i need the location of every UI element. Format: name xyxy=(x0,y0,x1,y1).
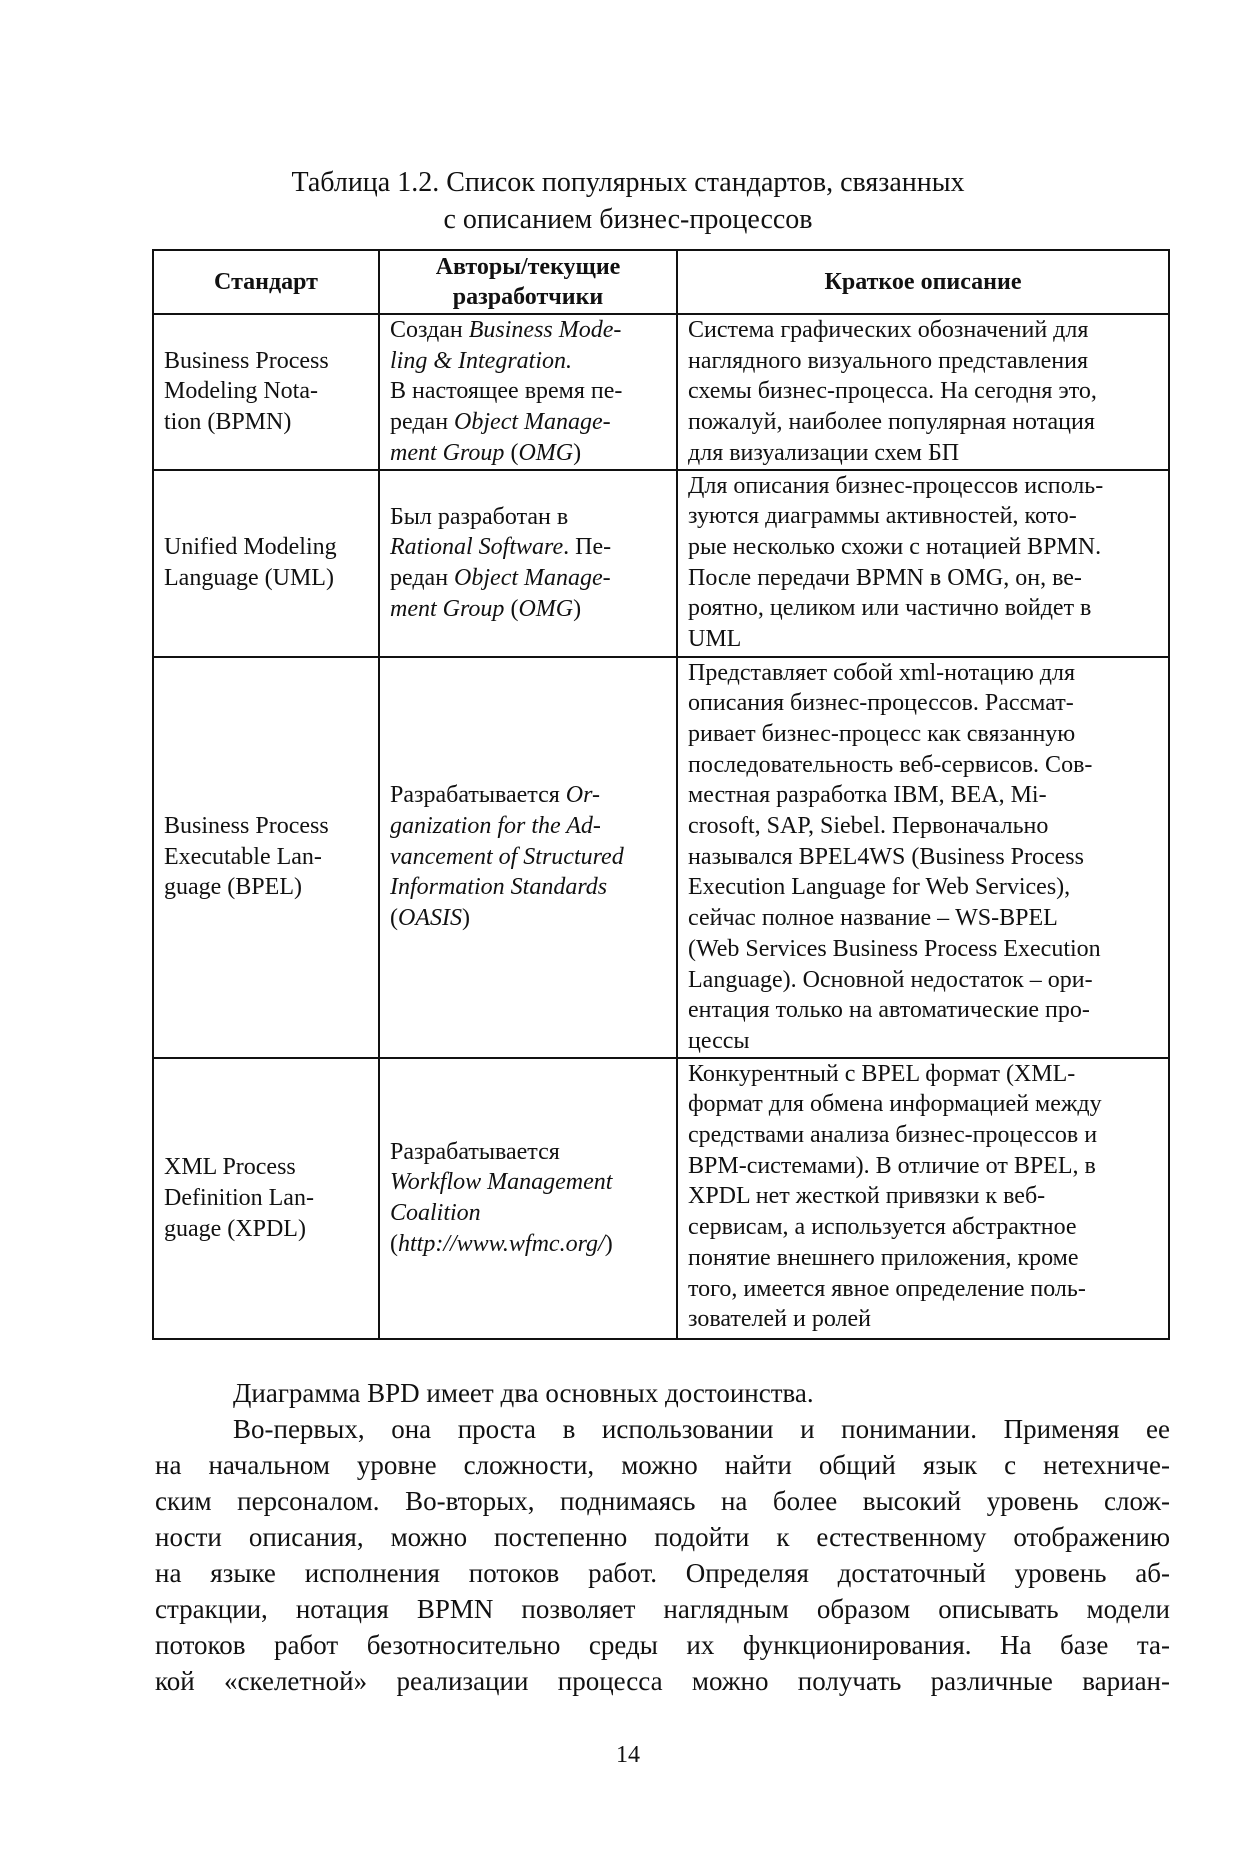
cell-text-line xyxy=(164,532,368,563)
cell-text-line xyxy=(390,1167,666,1198)
text: crosoft, SAP, Siebel. Первоначально xyxy=(688,813,1049,840)
cell-text-line xyxy=(688,1181,1158,1212)
cell-text-line xyxy=(164,811,368,842)
text: guage (BPEL) xyxy=(164,874,302,901)
italic-text: OASIS xyxy=(398,905,462,932)
page-number: 14 xyxy=(616,1742,640,1768)
cell-text-line xyxy=(688,407,1158,438)
text: роятно, целиком или частично войдет в xyxy=(688,595,1092,622)
paragraph-line: ности описания, можно постепенно подойти к естественному отображению xyxy=(155,1522,1170,1552)
text: назывался BPEL4WS (Business Process xyxy=(688,843,1084,870)
text: BPM-системами). В отличие от BPEL, в xyxy=(688,1152,1096,1179)
cell-text-line xyxy=(688,532,1158,563)
text: Создан xyxy=(390,317,469,343)
cell-text-line xyxy=(688,315,1158,346)
header-authors xyxy=(379,250,677,314)
cell-text-line xyxy=(688,750,1158,781)
table-row xyxy=(153,470,1169,657)
cell-text-line xyxy=(390,594,666,625)
text: наглядного визуального представления xyxy=(688,347,1088,374)
cell-text-line xyxy=(688,1151,1158,1182)
text: UML xyxy=(688,626,742,653)
text: ) xyxy=(461,905,470,932)
cell-description xyxy=(677,314,1169,470)
text: Modeling Nota- xyxy=(164,378,318,405)
cell-text-line xyxy=(688,376,1158,407)
cell-text-line xyxy=(688,1274,1158,1305)
text: Был разработан в xyxy=(390,503,569,530)
table-caption-line-2: с описанием бизнес-процессов xyxy=(443,204,813,235)
text: tion (BPMN) xyxy=(164,409,292,436)
italic-text: Business Mode- xyxy=(468,317,622,343)
text: ( xyxy=(504,595,519,622)
cell-standard xyxy=(153,1058,379,1339)
italic-text: Object Manage- xyxy=(454,565,611,592)
paragraph-line: потоков работ безотносительно среды их функционирования. На базе та- xyxy=(155,1630,1170,1660)
text: цессы xyxy=(688,1027,750,1054)
italic-text: Coalition xyxy=(390,1200,481,1227)
table-header-row xyxy=(153,250,1169,314)
standards-table xyxy=(152,249,1170,1340)
text: понятие внешнего приложения, кроме xyxy=(688,1244,1079,1271)
cell-text-line xyxy=(164,872,368,903)
cell-text-line xyxy=(688,501,1158,532)
cell-text-line xyxy=(688,934,1158,965)
text: Система графических обозначений для xyxy=(688,317,1089,343)
cell-text-line xyxy=(164,842,368,873)
text: Unified Modeling xyxy=(164,534,337,561)
italic-text: vancement of Structured xyxy=(390,843,624,870)
cell-text-line xyxy=(688,688,1158,719)
italic-text: Rational Software xyxy=(390,534,564,561)
cell-text-line xyxy=(390,438,666,469)
cell-text-line xyxy=(390,346,666,377)
italic-text: http://www.wfmc.org/ xyxy=(398,1230,605,1257)
text: рые несколько схожи с нотацией BPMN. xyxy=(688,533,1102,560)
italic-text: Information Standards xyxy=(390,874,608,901)
cell-authors xyxy=(379,657,677,1058)
cell-text-line xyxy=(688,1026,1158,1057)
text: зователей и ролей xyxy=(688,1306,871,1333)
cell-text-line xyxy=(688,1212,1158,1243)
text: местная разработка IBM, BEA, Mi- xyxy=(688,782,1047,809)
cell-text-line xyxy=(390,1229,666,1260)
italic-text: ling & Integration. xyxy=(390,347,572,374)
text: XPDL нет жесткой привязки к веб- xyxy=(688,1183,1046,1210)
cell-text-line xyxy=(390,563,666,594)
paragraph-line: кой «скелетной» реализации процесса можно получать различные вариан- xyxy=(155,1666,1170,1696)
cell-text-line xyxy=(688,624,1158,655)
cell-text-line xyxy=(164,346,368,377)
text: последовательность веб-сервисов. Сов- xyxy=(688,751,1093,778)
cell-text-line xyxy=(688,965,1158,996)
paragraph-line: стракции, нотация BPMN позволяет наглядным образом описывать модели xyxy=(155,1594,1170,1624)
text: того, имеется явное определение поль- xyxy=(688,1275,1086,1302)
text: редан xyxy=(390,409,455,436)
text: пожалуй, наиболее популярная нотация xyxy=(688,409,1095,436)
header-standard xyxy=(153,250,379,314)
cell-authors xyxy=(379,1058,677,1339)
cell-text-line xyxy=(390,1137,666,1168)
text: ( xyxy=(504,439,519,466)
table-row xyxy=(153,1058,1169,1339)
cell-standard xyxy=(153,657,379,1058)
text: Разрабатывается xyxy=(390,782,566,809)
text: сервисам, а используется абстрактное xyxy=(688,1214,1077,1241)
cell-text-line xyxy=(688,1243,1158,1274)
text: Language). Основной недостаток – ори- xyxy=(688,966,1093,993)
cell-text-line xyxy=(688,780,1158,811)
cell-text-line xyxy=(390,1198,666,1229)
cell-authors xyxy=(379,470,677,657)
header-text-line: разработчики xyxy=(452,284,604,310)
text: редан xyxy=(390,565,455,592)
cell-text-line xyxy=(688,1089,1158,1120)
text: Конкурентный с BPEL формат (XML- xyxy=(688,1060,1076,1087)
text: В настоящее время пе- xyxy=(390,378,623,405)
cell-text-line xyxy=(688,1120,1158,1151)
italic-text: Object Manage- xyxy=(454,409,611,436)
text: Business Process xyxy=(164,347,329,374)
cell-text-line xyxy=(688,872,1158,903)
italic-text: Or- xyxy=(565,782,600,809)
cell-standard xyxy=(153,314,379,470)
table-row xyxy=(153,657,1169,1058)
cell-text-line xyxy=(688,811,1158,842)
text: guage (XPDL) xyxy=(164,1215,306,1242)
text: . Пе- xyxy=(563,534,612,561)
paragraph-line: Во-первых, она проста в использовании и понимании. Применяя ее xyxy=(233,1414,1170,1444)
text: ( xyxy=(390,905,398,932)
header-text-line: Стандарт xyxy=(214,269,318,295)
body-text xyxy=(155,1375,1170,1699)
text: Business Process xyxy=(164,813,329,840)
cell-text-line xyxy=(390,780,666,811)
cell-text-line xyxy=(688,995,1158,1026)
cell-text-line xyxy=(688,438,1158,469)
table-caption-line-1: Таблица 1.2. Список популярных стандартов, связанных xyxy=(291,167,965,198)
text: ) xyxy=(604,1230,613,1257)
cell-text-line xyxy=(390,811,666,842)
text: ентация только на автоматические про- xyxy=(688,997,1090,1024)
cell-text-line xyxy=(390,532,666,563)
italic-text: Workflow Management xyxy=(390,1169,613,1196)
text: Definition Lan- xyxy=(164,1184,314,1211)
paragraph-line: на начальном уровне сложности, можно найти общий язык с нетехниче- xyxy=(155,1450,1170,1480)
cell-description xyxy=(677,1058,1169,1339)
text: Execution Language for Web Services), xyxy=(688,874,1071,901)
text: сейчас полное название – WS-BPEL xyxy=(688,905,1058,932)
cell-text-line xyxy=(688,593,1158,624)
cell-text-line xyxy=(164,1183,368,1214)
text: Для описания бизнес-процессов исполь- xyxy=(688,472,1104,499)
cell-text-line xyxy=(390,903,666,934)
text: средствами анализа бизнес-процессов и xyxy=(688,1122,1098,1149)
italic-text: OMG xyxy=(518,439,574,466)
text: схемы бизнес-процесса. На сегодня это, xyxy=(688,378,1097,405)
header-description xyxy=(677,250,1169,314)
cell-text-line xyxy=(688,719,1158,750)
cell-description xyxy=(677,470,1169,657)
cell-text-line xyxy=(688,1059,1158,1090)
cell-text-line xyxy=(688,563,1158,594)
text: для визуализации схем БП xyxy=(688,439,960,466)
cell-text-line xyxy=(164,563,368,594)
text: ривает бизнес-процесс как связанную xyxy=(688,720,1076,747)
cell-authors xyxy=(379,314,677,470)
italic-text: ment Group xyxy=(390,595,505,622)
cell-text-line xyxy=(688,842,1158,873)
text: зуются диаграммы активностей, кото- xyxy=(688,503,1077,530)
text: XML Process xyxy=(164,1154,296,1181)
cell-text-line xyxy=(164,1152,368,1183)
cell-text-line xyxy=(688,471,1158,502)
cell-text-line xyxy=(164,376,368,407)
cell-description xyxy=(677,657,1169,1058)
text: ( xyxy=(390,1230,398,1257)
table-row xyxy=(153,314,1169,470)
text: Представляет собой xml-нотацию для xyxy=(688,659,1075,686)
italic-text: OMG xyxy=(518,595,574,622)
text: формат для обмена информацией между xyxy=(688,1091,1102,1118)
cell-standard xyxy=(153,470,379,657)
cell-text-line xyxy=(164,1214,368,1245)
cell-text-line xyxy=(390,376,666,407)
paragraph-line: Диаграмма BPD имеет два основных достоинства. xyxy=(233,1378,814,1408)
text: Executable Lan- xyxy=(164,843,322,870)
cell-text-line xyxy=(688,903,1158,934)
cell-text-line xyxy=(688,658,1158,689)
italic-text: ganization for the Ad- xyxy=(390,813,601,840)
cell-text-line xyxy=(390,407,666,438)
text: После передачи BPMN в OMG, он, ве- xyxy=(688,564,1082,591)
cell-text-line xyxy=(688,346,1158,377)
cell-text-line xyxy=(164,407,368,438)
cell-text-line xyxy=(390,842,666,873)
italic-text: ment Group xyxy=(390,439,505,466)
text: (Web Services Business Process Execution xyxy=(688,935,1101,962)
cell-text-line xyxy=(390,315,666,346)
header-text-line: Авторы/текущие xyxy=(435,254,621,280)
cell-text-line xyxy=(390,872,666,903)
text: описания бизнес-процессов. Рассмат- xyxy=(688,690,1074,717)
text: ) xyxy=(573,595,582,622)
text: ) xyxy=(573,439,582,466)
header-text-line: Краткое описание xyxy=(824,269,1022,295)
cell-text-line xyxy=(390,502,666,533)
paragraph-line: ским персоналом. Во-вторых, поднимаясь на более высокий уровень слож- xyxy=(155,1486,1170,1516)
text: Разрабатывается xyxy=(390,1138,560,1165)
text: Language (UML) xyxy=(164,565,334,592)
cell-text-line xyxy=(688,1304,1158,1335)
paragraph-line: на языке исполнения потоков работ. Определяя достаточный уровень аб- xyxy=(155,1558,1170,1588)
